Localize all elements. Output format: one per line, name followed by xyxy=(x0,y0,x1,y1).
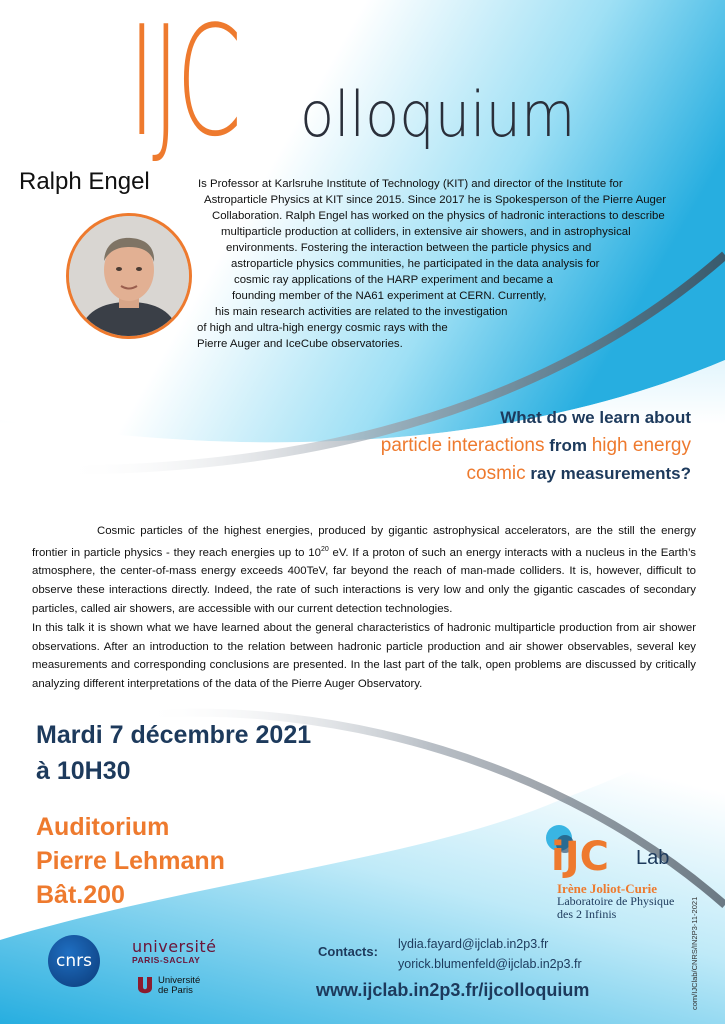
lab-sub-line2: des 2 Infinis xyxy=(557,907,617,921)
abstract xyxy=(32,522,696,694)
contact-email-2[interactable]: yorick.blumenfeld@ijclab.in2p3.fr xyxy=(398,957,582,971)
universite-de-paris-logo xyxy=(136,975,200,997)
logo-ij: iJC xyxy=(551,834,609,880)
event-date: Mardi 7 décembre 2021 xyxy=(36,721,312,749)
abstract-text: eV. If a proton of such an energy interacts with a nucleus in the Earth’s atmosphere, the center-of-mass energy exceeds 400TeV, far beyond the reach of man-made colliders. It is, however, difficult to observe these interactions directly. Indeed, the rate of such interactions is very low and only the gigantic cascades of secondary particles, called air showers, are accessible with our current detection technologies. xyxy=(32,546,696,615)
talk-title-line1: What do we learn about xyxy=(500,408,691,427)
event-venue xyxy=(36,810,225,912)
speaker-photo xyxy=(66,213,192,339)
event-time: à 10H30 xyxy=(36,757,131,785)
talk-title-high-energy: high energy xyxy=(591,435,691,456)
ups-line1: université xyxy=(132,937,217,956)
talk-title-particle-interactions: particle interactions xyxy=(380,435,545,456)
bio-line: environments. Fostering the interaction between the particle physics and xyxy=(226,242,592,254)
venue-line-2: Pierre Lehmann xyxy=(36,847,225,875)
up-line2: de Paris xyxy=(158,985,193,996)
bio-line: Collaboration. Ralph Engel has worked on the physics of hadronic interactions to describe xyxy=(212,210,665,222)
bio-line: founding member of the NA61 experiment at CERN. Currently, xyxy=(232,290,547,302)
bio-line: his main research activities are related to the investigation xyxy=(215,306,508,318)
talk-title xyxy=(381,404,691,488)
abstract-exponent: 20 xyxy=(320,545,329,553)
logo-lab: Lab xyxy=(636,847,670,869)
event-datetime xyxy=(36,717,311,789)
talk-title-from: from xyxy=(544,436,592,455)
website-link[interactable]: www.ijclab.in2p3.fr/ijcolloquium xyxy=(316,980,590,1000)
contacts-list xyxy=(398,934,582,974)
bio-line: multiparticle production at colliders, in extensive air showers, and in astrophysical xyxy=(221,226,631,238)
talk-title-ray-measurements: ray measurements? xyxy=(525,464,691,483)
title-olloquium: olloquium xyxy=(300,78,576,151)
bio-line: Pierre Auger and IceCube observatories. xyxy=(197,338,403,350)
title-ij: IJC xyxy=(128,0,239,170)
ups-line2: PARIS-SACLAY xyxy=(132,955,201,965)
speaker-name: Ralph Engel xyxy=(19,168,150,195)
abstract-paragraph-1 xyxy=(32,522,696,619)
bio-line: Astroparticle Physics at KIT since 2015. Since 2017 he is Spokesperson of the Pierre Auger xyxy=(204,194,666,206)
bio-line: astroparticle physics communities, he participated in the data analysis for xyxy=(231,258,600,270)
reference-code: com/IJClab/CNRS/IN2P3-11-2021 xyxy=(690,896,699,1010)
talk-title-cosmic: cosmic xyxy=(466,463,526,484)
lab-sub-line1: Laboratoire de Physique xyxy=(557,894,675,908)
contacts-label: Contacts: xyxy=(318,944,378,959)
abstract-text: Cosmic particles of the highest energies, produced by gigantic astrophysical accelerators, are the still the energy frontier in particle physics - they reach energies up to 10 xyxy=(32,525,696,559)
cnrs-logo: cnrs xyxy=(48,935,100,987)
up-emblem-icon xyxy=(136,975,154,997)
universite-paris-saclay-logo xyxy=(132,937,217,965)
bio-line: Is Professor at Karlsruhe Institute of Technology (KIT) and director of the Institute for xyxy=(198,178,623,190)
venue-line-3: Bât.200 xyxy=(36,881,125,909)
bio-line: of high and ultra-high energy cosmic rays with the xyxy=(197,322,448,334)
abstract-paragraph-2: In this talk it is shown what we have learned about the general characteristics of hadronic multiparticle production from air shower observations. After an introduction to the relation between hadronic particle production and air shower observables, several key measurements and corresponding conclusions are presented. In the last part of the talk, open problems are discussed by critically analyzing different interpretations of the data of the Pierre Auger Observatory. xyxy=(32,621,696,691)
venue-line-1: Auditorium xyxy=(36,813,170,841)
up-line1: Université xyxy=(158,975,201,986)
bio-line: cosmic ray applications of the HARP experiment and became a xyxy=(234,274,553,286)
lab-name: Irène Joliot-Curie xyxy=(557,881,658,896)
lab-subtitle xyxy=(557,882,674,921)
contact-email-1[interactable]: lydia.fayard@ijclab.in2p3.fr xyxy=(398,937,549,951)
